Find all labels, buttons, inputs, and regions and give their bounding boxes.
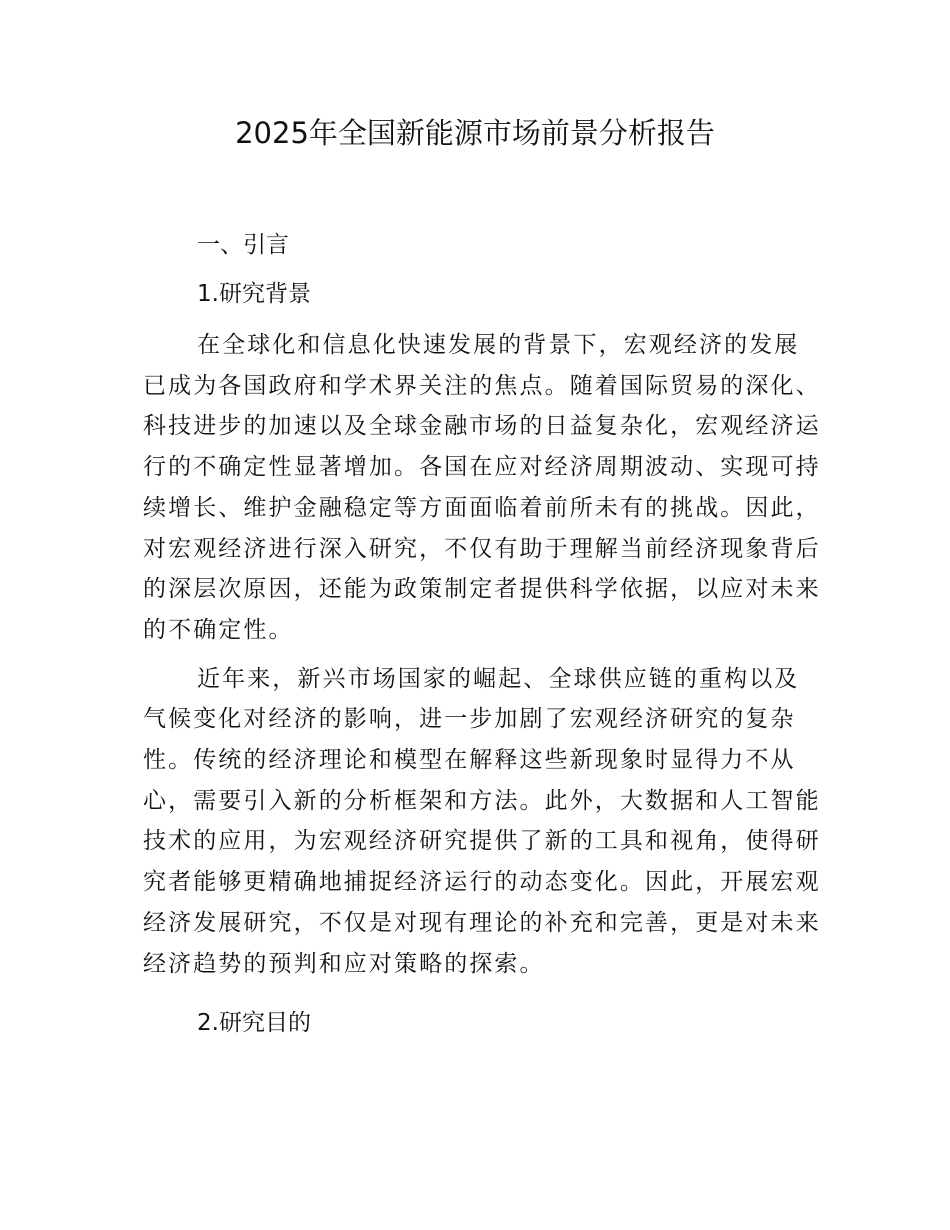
paragraph-line: 的深层次原因，还能为政策制定者提供科学依据，以应对未来 [143, 576, 821, 603]
paragraph-line: 在全球化和信息化快速发展的背景下，宏观经济的发展 [197, 332, 800, 358]
paragraph-line: 技术的应用，为宏观经济研究提供了新的工具和视角，使得研 [143, 828, 821, 855]
paragraph-background-2 [143, 659, 821, 985]
document-body [143, 228, 821, 1040]
paragraph-line: 性。传统的经济理论和模型在解释这些新现象时显得力不从 [143, 747, 796, 774]
paragraph-line: 究者能够更精确地捕捉经济运行的动态变化。因此，开展宏观 [143, 869, 821, 896]
paragraph-background-1 [143, 325, 821, 651]
paragraph-line: 近年来，新兴市场国家的崛起、全球供应链的重构以及 [197, 665, 800, 692]
paragraph-line: 续增长、维护金融稳定等方面面临着前所未有的挑战。因此， [143, 494, 821, 521]
subsection-heading-purpose: 2.研究目的 [197, 1010, 311, 1037]
paragraph-line: 气候变化对经济的影响，进一步加剧了宏观经济研究的复杂 [143, 706, 796, 733]
paragraph-line: 科技进步的加速以及全球金融市场的日益复杂化，宏观经济运 [143, 413, 821, 440]
paragraph-line: 的不确定性。 [143, 616, 294, 643]
paragraph-line: 对宏观经济进行深入研究，不仅有助于理解当前经济现象背后 [143, 535, 821, 562]
paragraph-line: 经济发展研究，不仅是对现有理论的补充和完善，更是对未来 [143, 909, 821, 936]
paragraph-line: 已成为各国政府和学术界关注的焦点。随着国际贸易的深化、 [143, 372, 821, 399]
paragraph-line: 经济趋势的预判和应对策略的探索。 [143, 950, 545, 977]
paragraph-line: 行的不确定性显著增加。各国在应对经济周期波动、实现可持 [143, 454, 821, 481]
paragraph-line: 心，需要引入新的分析框架和方法。此外，大数据和人工智能 [143, 787, 821, 814]
document-title: 2025年全国新能源市场前景分析报告 [235, 116, 715, 150]
subsection-heading-background: 1.研究背景 [197, 281, 311, 307]
section-heading-introduction: 一、引言 [197, 232, 289, 258]
